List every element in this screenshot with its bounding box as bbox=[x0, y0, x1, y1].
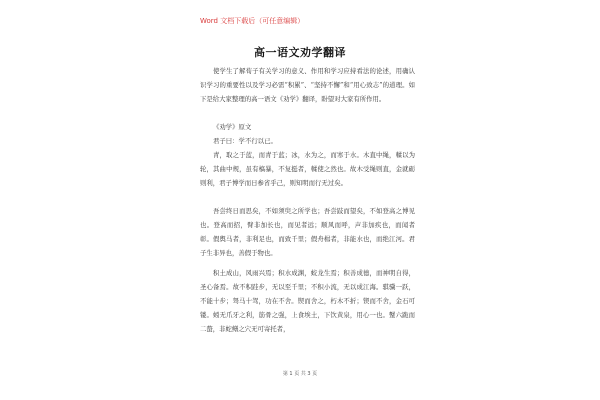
intro-paragraph: 使学生了解荀子有关学习的意义、作用和学习应持看法的论述，用确认识学习的重要性以及学习必需“积累”、“坚持不懈”和“用心致志”的道理。如下是给大家整理的高一语文《劝学》翻译，盼望对大家有所作用。 bbox=[200, 67, 415, 103]
body-paragraph: 吾尝终日而思矣，不如须臾之所学也；吾尝跂而望矣，不如登高之博见也。登高而招，臂非加长也，而见者远；顺风而呼，声非加疾也，而闻者彰。假舆马者，非利足也，而致千里；假舟楫者，非能水也，而绝江河。君子生非异也，善假于物也。 bbox=[200, 207, 415, 257]
body-paragraph: 青，取之于蓝，而青于蓝；冰，水为之，而寒于水。木直中绳，輮以为轮，其曲中规，虽有槁暴，不复挺者，輮使之然也。故木受绳则直，金就砺则利，君子博学而日参省乎己，则知明而行无过矣。 bbox=[200, 151, 415, 187]
download-watermark: Word 文档下载后（可任意编辑） bbox=[200, 17, 305, 25]
spacer bbox=[200, 106, 415, 120]
spacer bbox=[200, 190, 415, 204]
body-paragraph: 君子曰：学不行以已。 bbox=[213, 137, 277, 145]
body-paragraph: 积土成山，风雨兴焉；积水成渊，蛟龙生焉；积善成德，而神明自得，圣心备焉。故不积跬步，无以至千里；不积小流，无以成江海。骐骥一跃，不能十步；驽马十驾，功在不舍。锲而舍之，朽木不折；锲而不舍，金石可镂。蚓无爪牙之利，筋骨之强，上食埃土，下饮黄泉，用心一也。蟹六跪而二螯，非蛇鳝之穴无可寄托者， bbox=[200, 269, 415, 333]
document-title: 高一语文劝学翻译 bbox=[254, 46, 346, 59]
page-indicator: 第 1 页 共 3 页 bbox=[282, 371, 318, 377]
section-heading: 《劝学》原文 bbox=[213, 123, 252, 131]
document-body bbox=[200, 64, 415, 336]
